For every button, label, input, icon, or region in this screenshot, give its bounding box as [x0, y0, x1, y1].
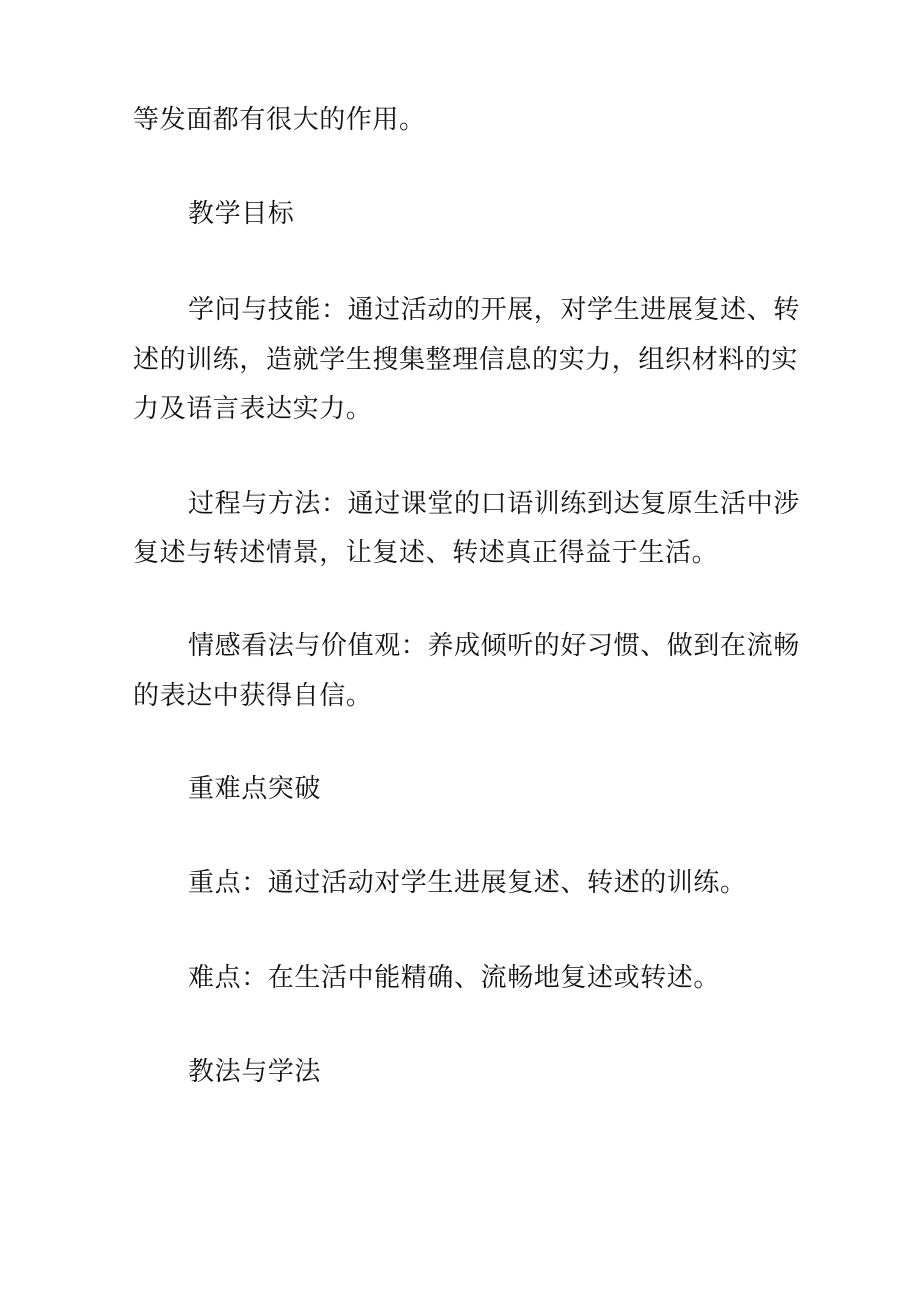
paragraph-intro-tail: 等发面都有很大的作用。 — [133, 105, 426, 135]
heading-teaching-goals: 教学目标 — [188, 199, 295, 229]
paragraph-emotion-values-line-2: 的表达中获得自信。 — [133, 681, 373, 711]
heading-teaching-learning-methods: 教法与学法 — [188, 1057, 322, 1087]
paragraph-difficult-point: 难点：在生活中能精确、流畅地复述或转述。 — [188, 963, 721, 993]
paragraph-process-methods-line-1: 过程与方法：通过课堂的口语训练到达复原生活中涉 — [188, 489, 800, 519]
paragraph-key-point: 重点：通过活动对学生进展复述、转述的训练。 — [188, 868, 747, 898]
paragraph-emotion-values-line-1: 情感看法与价值观：养成倾听的好习惯、做到在流畅 — [188, 631, 800, 661]
paragraph-process-methods-line-2: 复述与转述情景，让复述、转述真正得益于生活。 — [133, 538, 719, 568]
paragraph-knowledge-skills-line-2: 述的训练，造就学生搜集整理信息的实力，组织材料的实 — [133, 345, 799, 375]
paragraph-knowledge-skills-line-1: 学问与技能：通过活动的开展，对学生进展复述、转 — [188, 295, 800, 325]
heading-key-difficult-points: 重难点突破 — [188, 774, 322, 804]
paragraph-knowledge-skills-line-3: 力及语言表达实力。 — [133, 394, 373, 424]
